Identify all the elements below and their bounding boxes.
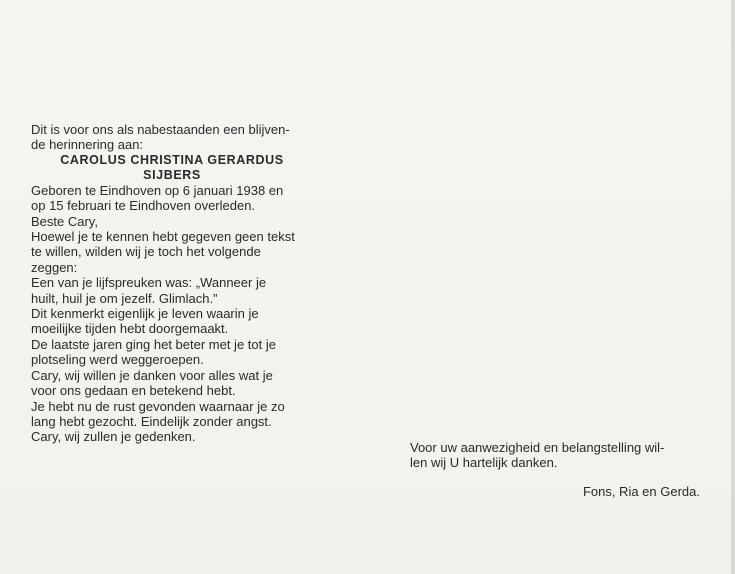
- message-line: Een van je lijfspreuken was: „Wanneer je: [31, 275, 267, 291]
- deceased-name: [31, 153, 313, 183]
- thanks-text: [410, 440, 720, 471]
- name-line: CAROLUS CHRISTINA GERARDUS: [60, 152, 284, 167]
- birth-death-text: [31, 183, 331, 214]
- message-line: lang hebt gezocht. Eindelijk zonder angst.: [31, 413, 272, 429]
- message-line: plotseling werd weggeroepen.: [31, 352, 204, 368]
- message-line: Dit kenmerkt eigenlijk je leven waarin je: [31, 306, 259, 322]
- thanks-line: len wij U hartelijk danken.: [410, 455, 558, 471]
- right-column: [410, 440, 720, 471]
- card-edge: [731, 0, 735, 574]
- name-line: SIJBERS: [143, 167, 201, 182]
- message-line: huilt, huil je om jezelf. Glimlach.”: [31, 290, 218, 306]
- message-line: Cary, wij zullen je gedenken.: [31, 429, 196, 445]
- left-column: [31, 122, 331, 445]
- message-line: De laatste jaren ging het beter met je tot je: [31, 336, 276, 352]
- family-signoff: Fons, Ria en Gerda.: [582, 484, 700, 499]
- message-line: Je hebt nu de rust gevonden waarnaar je zo: [31, 398, 285, 414]
- message-body: [31, 229, 331, 445]
- message-line: zeggen:: [31, 259, 78, 275]
- message-line: Cary, wij willen je danken voor alles wat je: [31, 367, 273, 383]
- intro-line: Dit is voor ons als nabestaanden een blijven-: [31, 122, 290, 137]
- message-line: Hoewel je te kennen hebt gegeven geen tekst: [31, 229, 295, 245]
- message-line: voor ons gedaan en betekend hebt.: [31, 383, 236, 399]
- born-line: op 15 februari te Eindhoven overleden.: [31, 198, 256, 214]
- message-line: te willen, wilden wij je toch het volgende: [31, 244, 261, 260]
- born-line: Geboren te Eindhoven op 6 januari 1938 en: [31, 182, 284, 198]
- greeting: Beste Cary,: [31, 213, 98, 229]
- intro-line: de herinnering aan:: [31, 137, 144, 153]
- intro-text: [31, 122, 331, 153]
- thanks-line: Voor uw aanwezigheid en belangstelling wil-: [410, 440, 665, 455]
- message-line: moeilijke tijden hebt doorgemaakt.: [31, 321, 229, 337]
